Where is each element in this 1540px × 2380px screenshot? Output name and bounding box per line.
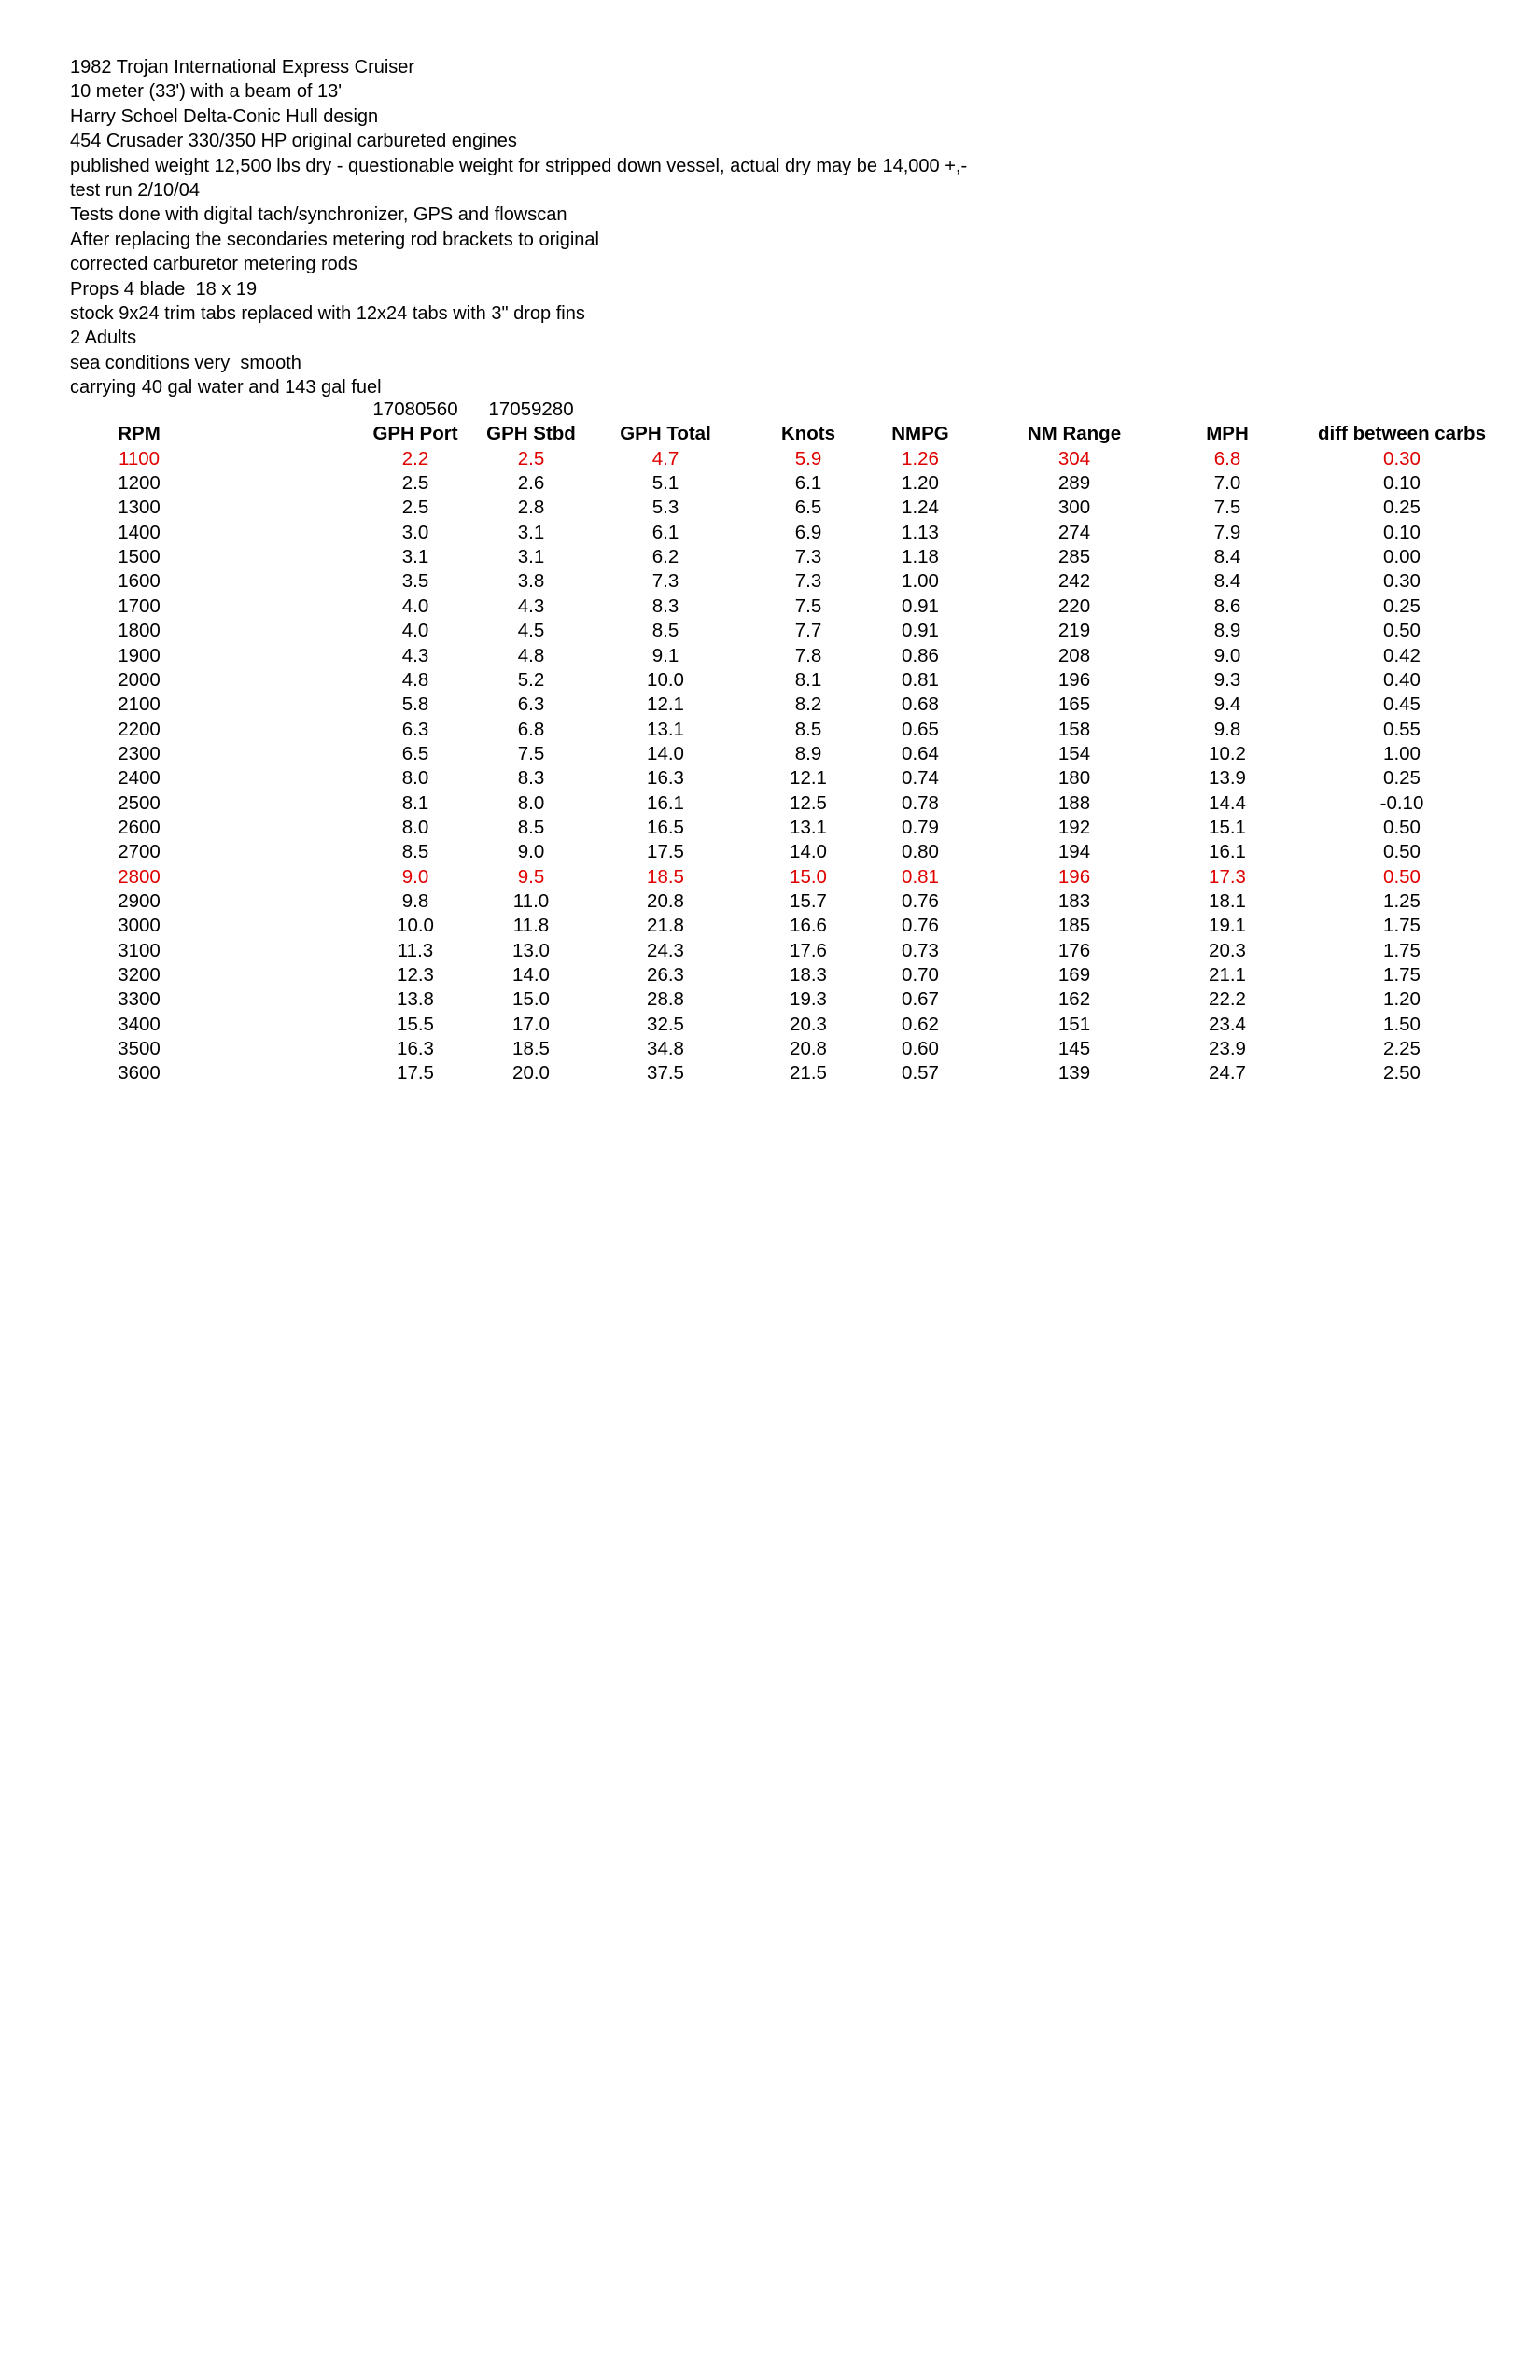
- table-cell: 18.5: [647, 865, 684, 888]
- table-cell: 4.8: [517, 644, 545, 666]
- table-cell: 196: [1057, 668, 1091, 691]
- table-cell: 21.8: [647, 915, 684, 937]
- table-cell: 1.18: [902, 546, 939, 568]
- table-cell: 7.3: [794, 570, 822, 593]
- table-cell: 9.1: [651, 644, 679, 666]
- table-cell: 1.75: [1383, 939, 1421, 961]
- table-cell: 1500: [118, 546, 161, 568]
- table-cell: 7.7: [794, 620, 822, 642]
- table-cell: 11.3: [397, 939, 434, 961]
- table-row: [0, 791, 1540, 817]
- table-row: [0, 742, 1540, 767]
- table-cell: 6.3: [517, 693, 545, 716]
- table-cell: 285: [1057, 546, 1091, 568]
- table-cell: 5.1: [651, 472, 679, 495]
- table-cell: 17.0: [512, 1013, 550, 1035]
- table-cell: 0.45: [1383, 693, 1421, 716]
- table-cell: 1.20: [1383, 988, 1421, 1011]
- table-cell: 20.8: [647, 890, 684, 912]
- table-cell: 0.00: [1383, 546, 1421, 568]
- table-cell: 7.5: [517, 742, 545, 764]
- table-cell: 16.3: [397, 1038, 434, 1060]
- table-cell: 4.3: [401, 644, 429, 666]
- test-notes: [70, 55, 967, 400]
- table-cell: 7.9: [1213, 521, 1241, 543]
- table-cell: 3.5: [401, 570, 429, 593]
- table-cell: 18.1: [1209, 890, 1246, 912]
- table-cell: 192: [1057, 816, 1091, 838]
- table-cell: 14.0: [790, 841, 827, 863]
- table-cell: 1400: [118, 521, 161, 543]
- table-cell: 13.0: [512, 939, 550, 961]
- column-header: GPH Stbd: [486, 423, 576, 445]
- table-cell: 0.57: [902, 1062, 939, 1085]
- table-cell: 11.8: [512, 915, 550, 937]
- table-cell: 3100: [118, 939, 161, 961]
- table-cell: 3500: [118, 1038, 161, 1060]
- table-cell: 18.5: [512, 1038, 550, 1060]
- table-cell: 1900: [118, 644, 161, 666]
- note-line: stock 9x24 trim tabs replaced with 12x24 tabs with 3" drop fins: [70, 303, 585, 325]
- table-cell: 3000: [118, 915, 161, 937]
- table-cell: 1.75: [1383, 915, 1421, 937]
- table-cell: 1.50: [1383, 1013, 1421, 1035]
- table-cell: 0.50: [1383, 841, 1421, 863]
- table-cell: 1800: [118, 620, 161, 642]
- note-line: published weight 12,500 lbs dry - questionable weight for stripped down vessel, actual dry may be 14,000 +,-: [70, 155, 968, 176]
- table-cell: 0.67: [902, 988, 939, 1011]
- table-cell: 20.3: [790, 1013, 827, 1035]
- column-header: RPM: [118, 423, 161, 445]
- table-cell: 2.5: [401, 497, 429, 519]
- table-cell: 20.3: [1209, 939, 1246, 961]
- stbd-carb-part-number: 17059280: [488, 399, 574, 420]
- table-cell: 7.3: [794, 546, 822, 568]
- table-cell: 2600: [118, 816, 161, 838]
- table-row: [0, 447, 1540, 472]
- table-cell: 17.3: [1209, 865, 1246, 888]
- table-cell: 0.50: [1383, 816, 1421, 838]
- table-cell: 0.50: [1383, 865, 1421, 888]
- table-cell: 6.2: [651, 546, 679, 568]
- table-cell: 8.9: [1213, 620, 1241, 642]
- table-cell: 12.1: [647, 693, 684, 716]
- table-cell: 0.70: [902, 964, 939, 987]
- table-cell: 2.25: [1383, 1038, 1421, 1060]
- table-cell: 2300: [118, 742, 161, 764]
- table-cell: 2200: [118, 718, 161, 740]
- table-cell: 28.8: [647, 988, 684, 1011]
- note-line: 454 Crusader 330/350 HP original carbureted engines: [70, 131, 517, 152]
- table-cell: 1.00: [1383, 742, 1421, 764]
- table-cell: 8.3: [651, 595, 679, 617]
- table-cell: 151: [1057, 1013, 1091, 1035]
- table-cell: 0.60: [902, 1038, 939, 1060]
- table-cell: 0.68: [902, 693, 939, 716]
- table-row: [0, 668, 1540, 693]
- table-cell: 7.5: [1213, 497, 1241, 519]
- table-row: [0, 471, 1540, 497]
- table-cell: 8.6: [1213, 595, 1241, 617]
- table-cell: 3600: [118, 1062, 161, 1085]
- table-cell: 22.2: [1209, 988, 1246, 1011]
- table-cell: 139: [1057, 1062, 1091, 1085]
- table-cell: 17.6: [790, 939, 827, 961]
- table-cell: -0.10: [1379, 791, 1424, 814]
- table-cell: 15.5: [397, 1013, 434, 1035]
- table-cell: 4.8: [401, 668, 429, 691]
- note-line: Tests done with digital tach/synchronizer, GPS and flowscan: [70, 204, 567, 226]
- table-cell: 0.76: [902, 915, 939, 937]
- table-cell: 0.10: [1383, 472, 1421, 495]
- table-cell: 0.86: [902, 644, 939, 666]
- table-cell: 3200: [118, 964, 161, 987]
- table-cell: 37.5: [647, 1062, 684, 1085]
- table-cell: 1700: [118, 595, 161, 617]
- table-cell: 0.25: [1383, 767, 1421, 790]
- table-cell: 9.0: [401, 865, 429, 888]
- table-cell: 1.13: [902, 521, 939, 543]
- table-row: [0, 644, 1540, 669]
- table-cell: 2.2: [401, 447, 429, 469]
- table-cell: 2.50: [1383, 1062, 1421, 1085]
- column-header: NMPG: [891, 423, 949, 445]
- table-cell: 16.3: [647, 767, 684, 790]
- table-row: [0, 914, 1540, 939]
- table-cell: 5.9: [794, 447, 822, 469]
- table-cell: 13.8: [397, 988, 434, 1011]
- table-cell: 24.3: [647, 939, 684, 961]
- table-cell: 19.3: [790, 988, 827, 1011]
- table-cell: 1.24: [902, 497, 939, 519]
- table-cell: 6.1: [651, 521, 679, 543]
- table-cell: 6.9: [794, 521, 822, 543]
- table-cell: 13.1: [790, 816, 827, 838]
- table-cell: 196: [1057, 865, 1091, 888]
- table-cell: 0.50: [1383, 620, 1421, 642]
- table-row: [0, 987, 1540, 1013]
- table-cell: 5.8: [401, 693, 429, 716]
- table-cell: 0.79: [902, 816, 939, 838]
- table-cell: 0.42: [1383, 644, 1421, 666]
- table-cell: 2100: [118, 693, 161, 716]
- table-cell: 1.00: [902, 570, 939, 593]
- table-cell: 0.80: [902, 841, 939, 863]
- table-cell: 2900: [118, 890, 161, 912]
- table-cell: 9.3: [1213, 668, 1241, 691]
- table-cell: 7.8: [794, 644, 822, 666]
- table-cell: 6.5: [401, 742, 429, 764]
- table-row: [0, 496, 1540, 521]
- note-line: 10 meter (33') with a beam of 13': [70, 81, 343, 103]
- table-cell: 15.7: [790, 890, 827, 912]
- table-cell: 3.1: [517, 521, 545, 543]
- table-cell: 14.4: [1209, 791, 1246, 814]
- table-cell: 0.62: [902, 1013, 939, 1035]
- table-row: [0, 939, 1540, 964]
- table-cell: 8.0: [517, 791, 545, 814]
- table-cell: 0.64: [902, 742, 939, 764]
- note-line: sea conditions very smooth: [70, 352, 301, 373]
- column-header: GPH Port: [372, 423, 458, 445]
- table-cell: 15.0: [790, 865, 827, 888]
- table-cell: 2.8: [517, 497, 545, 519]
- table-cell: 3.8: [517, 570, 545, 593]
- table-cell: 13.9: [1209, 767, 1246, 790]
- table-cell: 10.2: [1209, 742, 1246, 764]
- table-row: [0, 1061, 1540, 1086]
- table-row: [0, 1037, 1540, 1062]
- table-cell: 6.3: [401, 718, 429, 740]
- table-cell: 2.6: [517, 472, 545, 495]
- table-cell: 8.1: [794, 668, 822, 691]
- table-cell: 2700: [118, 841, 161, 863]
- table-row: [0, 595, 1540, 620]
- table-cell: 165: [1057, 693, 1091, 716]
- table-cell: 8.0: [401, 767, 429, 790]
- table-cell: 9.8: [401, 890, 429, 912]
- table-cell: 2800: [118, 865, 161, 888]
- note-line: corrected carburetor metering rods: [70, 254, 357, 275]
- table-cell: 0.25: [1383, 595, 1421, 617]
- table-cell: 24.7: [1209, 1062, 1246, 1085]
- table-cell: 9.4: [1213, 693, 1241, 716]
- table-cell: 220: [1057, 595, 1091, 617]
- table-cell: 0.73: [902, 939, 939, 961]
- table-cell: 26.3: [647, 964, 684, 987]
- table-cell: 12.1: [790, 767, 827, 790]
- table-cell: 0.78: [902, 791, 939, 814]
- table-cell: 2400: [118, 767, 161, 790]
- table-cell: 0.30: [1383, 570, 1421, 593]
- table-row: [0, 619, 1540, 644]
- table-cell: 1200: [118, 472, 161, 495]
- table-cell: 0.40: [1383, 668, 1421, 691]
- table-cell: 2.5: [401, 472, 429, 495]
- column-header: MPH: [1206, 423, 1249, 445]
- table-cell: 6.1: [794, 472, 822, 495]
- table-cell: 4.0: [401, 595, 429, 617]
- table-cell: 9.0: [1213, 644, 1241, 666]
- table-cell: 4.7: [651, 447, 679, 469]
- column-header: diff between carbs: [1318, 423, 1486, 445]
- table-cell: 3400: [118, 1013, 161, 1035]
- table-cell: 14.0: [647, 742, 684, 764]
- table-cell: 21.5: [790, 1062, 827, 1085]
- table-cell: 1.26: [902, 447, 939, 469]
- table-cell: 8.5: [401, 841, 429, 863]
- table-cell: 6.8: [1213, 447, 1241, 469]
- table-cell: 34.8: [647, 1038, 684, 1060]
- table-cell: 158: [1057, 718, 1091, 740]
- column-header: NM Range: [1027, 423, 1122, 445]
- table-cell: 8.5: [651, 620, 679, 642]
- table-row: [0, 840, 1540, 865]
- table-cell: 6.8: [517, 718, 545, 740]
- table-row: [0, 545, 1540, 570]
- table-row: [0, 718, 1540, 743]
- table-cell: 4.3: [517, 595, 545, 617]
- table-row: [0, 766, 1540, 791]
- note-line: 1982 Trojan International Express Cruiser: [70, 57, 415, 77]
- table-cell: 176: [1057, 939, 1091, 961]
- table-row: [0, 1013, 1540, 1038]
- table-cell: 289: [1057, 472, 1091, 495]
- table-cell: 0.81: [902, 668, 939, 691]
- table-row: [0, 865, 1540, 890]
- table-cell: 0.25: [1383, 497, 1421, 519]
- table-cell: 5.3: [651, 497, 679, 519]
- table-cell: 8.3: [517, 767, 545, 790]
- table-cell: 15.0: [512, 988, 550, 1011]
- table-cell: 0.76: [902, 890, 939, 912]
- table-cell: 16.1: [1209, 841, 1246, 863]
- table-cell: 2500: [118, 791, 161, 814]
- table-cell: 1100: [118, 447, 161, 469]
- note-line: After replacing the secondaries metering rod brackets to original: [70, 229, 599, 250]
- table-cell: 10.0: [647, 668, 684, 691]
- table-cell: 8.0: [401, 816, 429, 838]
- table-cell: 188: [1057, 791, 1091, 814]
- table-cell: 1.25: [1383, 890, 1421, 912]
- table-cell: 8.2: [794, 693, 822, 716]
- table-cell: 13.1: [647, 718, 684, 740]
- column-header: GPH Total: [620, 423, 711, 445]
- table-row: [0, 569, 1540, 595]
- table-cell: 8.4: [1213, 546, 1241, 568]
- table-cell: 10.0: [397, 915, 434, 937]
- note-line: carrying 40 gal water and 143 gal fuel: [70, 377, 382, 399]
- table-cell: 16.6: [790, 915, 827, 937]
- table-header-row: [0, 422, 1540, 447]
- table-cell: 20.0: [512, 1062, 550, 1085]
- table-cell: 145: [1057, 1038, 1091, 1060]
- table-cell: 1.20: [902, 472, 939, 495]
- table-cell: 1.75: [1383, 964, 1421, 987]
- table-cell: 15.1: [1209, 816, 1246, 838]
- note-line: 2 Adults: [70, 328, 137, 349]
- table-cell: 180: [1057, 767, 1091, 790]
- table-row: [0, 521, 1540, 546]
- table-cell: 2.5: [517, 447, 545, 469]
- table-cell: 5.2: [517, 668, 545, 691]
- table-cell: 194: [1057, 841, 1091, 863]
- table-cell: 11.0: [512, 890, 550, 912]
- table-cell: 19.1: [1209, 915, 1246, 937]
- table-cell: 1300: [118, 497, 161, 519]
- table-cell: 9.0: [517, 841, 545, 863]
- table-cell: 183: [1057, 890, 1091, 912]
- table-cell: 6.5: [794, 497, 822, 519]
- table-cell: 300: [1057, 497, 1091, 519]
- table-cell: 12.3: [397, 964, 434, 987]
- note-line: test run 2/10/04: [70, 180, 200, 202]
- table-cell: 0.74: [902, 767, 939, 790]
- table-row: [0, 816, 1540, 841]
- table-cell: 23.9: [1209, 1038, 1246, 1060]
- table-cell: 1600: [118, 570, 161, 593]
- table-cell: 8.5: [794, 718, 822, 740]
- note-line: Harry Schoel Delta-Conic Hull design: [70, 105, 379, 127]
- table-cell: 208: [1057, 644, 1091, 666]
- table-cell: 0.81: [902, 865, 939, 888]
- table-cell: 154: [1057, 742, 1091, 764]
- table-cell: 0.30: [1383, 447, 1421, 469]
- table-cell: 304: [1057, 447, 1091, 469]
- table-cell: 9.5: [517, 865, 545, 888]
- table-cell: 3.0: [401, 521, 429, 543]
- column-header: Knots: [780, 423, 836, 445]
- table-cell: 17.5: [647, 841, 684, 863]
- table-cell: 12.5: [790, 791, 827, 814]
- table-cell: 0.65: [902, 718, 939, 740]
- port-carb-part-number: 17080560: [372, 399, 458, 420]
- table-cell: 162: [1057, 988, 1091, 1011]
- table-cell: 9.8: [1213, 718, 1241, 740]
- table-cell: 16.1: [647, 791, 684, 814]
- table-cell: 185: [1057, 915, 1091, 937]
- table-cell: 0.91: [902, 595, 939, 617]
- table-cell: 0.91: [902, 620, 939, 642]
- table-cell: 18.3: [790, 964, 827, 987]
- note-line: Props 4 blade 18 x 19: [70, 278, 258, 300]
- table-cell: 0.55: [1383, 718, 1421, 740]
- table-cell: 4.5: [517, 620, 545, 642]
- table-cell: 8.9: [794, 742, 822, 764]
- table-cell: 8.1: [401, 791, 429, 814]
- table-cell: 4.0: [401, 620, 429, 642]
- table-cell: 2000: [118, 668, 161, 691]
- table-cell: 169: [1057, 964, 1091, 987]
- carb-part-numbers-row: [0, 398, 1540, 423]
- table-cell: 3300: [118, 988, 161, 1011]
- table-cell: 23.4: [1209, 1013, 1246, 1035]
- table-cell: 7.3: [651, 570, 679, 593]
- table-cell: 219: [1057, 620, 1091, 642]
- table-row: [0, 889, 1540, 915]
- table-cell: 20.8: [790, 1038, 827, 1060]
- table-row: [0, 963, 1540, 988]
- table-cell: 16.5: [647, 816, 684, 838]
- table-cell: 7.0: [1213, 472, 1241, 495]
- table-cell: 8.4: [1213, 570, 1241, 593]
- table-cell: 8.5: [517, 816, 545, 838]
- table-cell: 17.5: [397, 1062, 434, 1085]
- table-cell: 3.1: [401, 546, 429, 568]
- table-cell: 14.0: [512, 964, 550, 987]
- table-cell: 21.1: [1209, 964, 1246, 987]
- table-cell: 3.1: [517, 546, 545, 568]
- table-cell: 0.10: [1383, 521, 1421, 543]
- table-cell: 32.5: [647, 1013, 684, 1035]
- table-cell: 7.5: [794, 595, 822, 617]
- table-cell: 274: [1057, 521, 1091, 543]
- table-row: [0, 693, 1540, 718]
- table-cell: 242: [1057, 570, 1091, 593]
